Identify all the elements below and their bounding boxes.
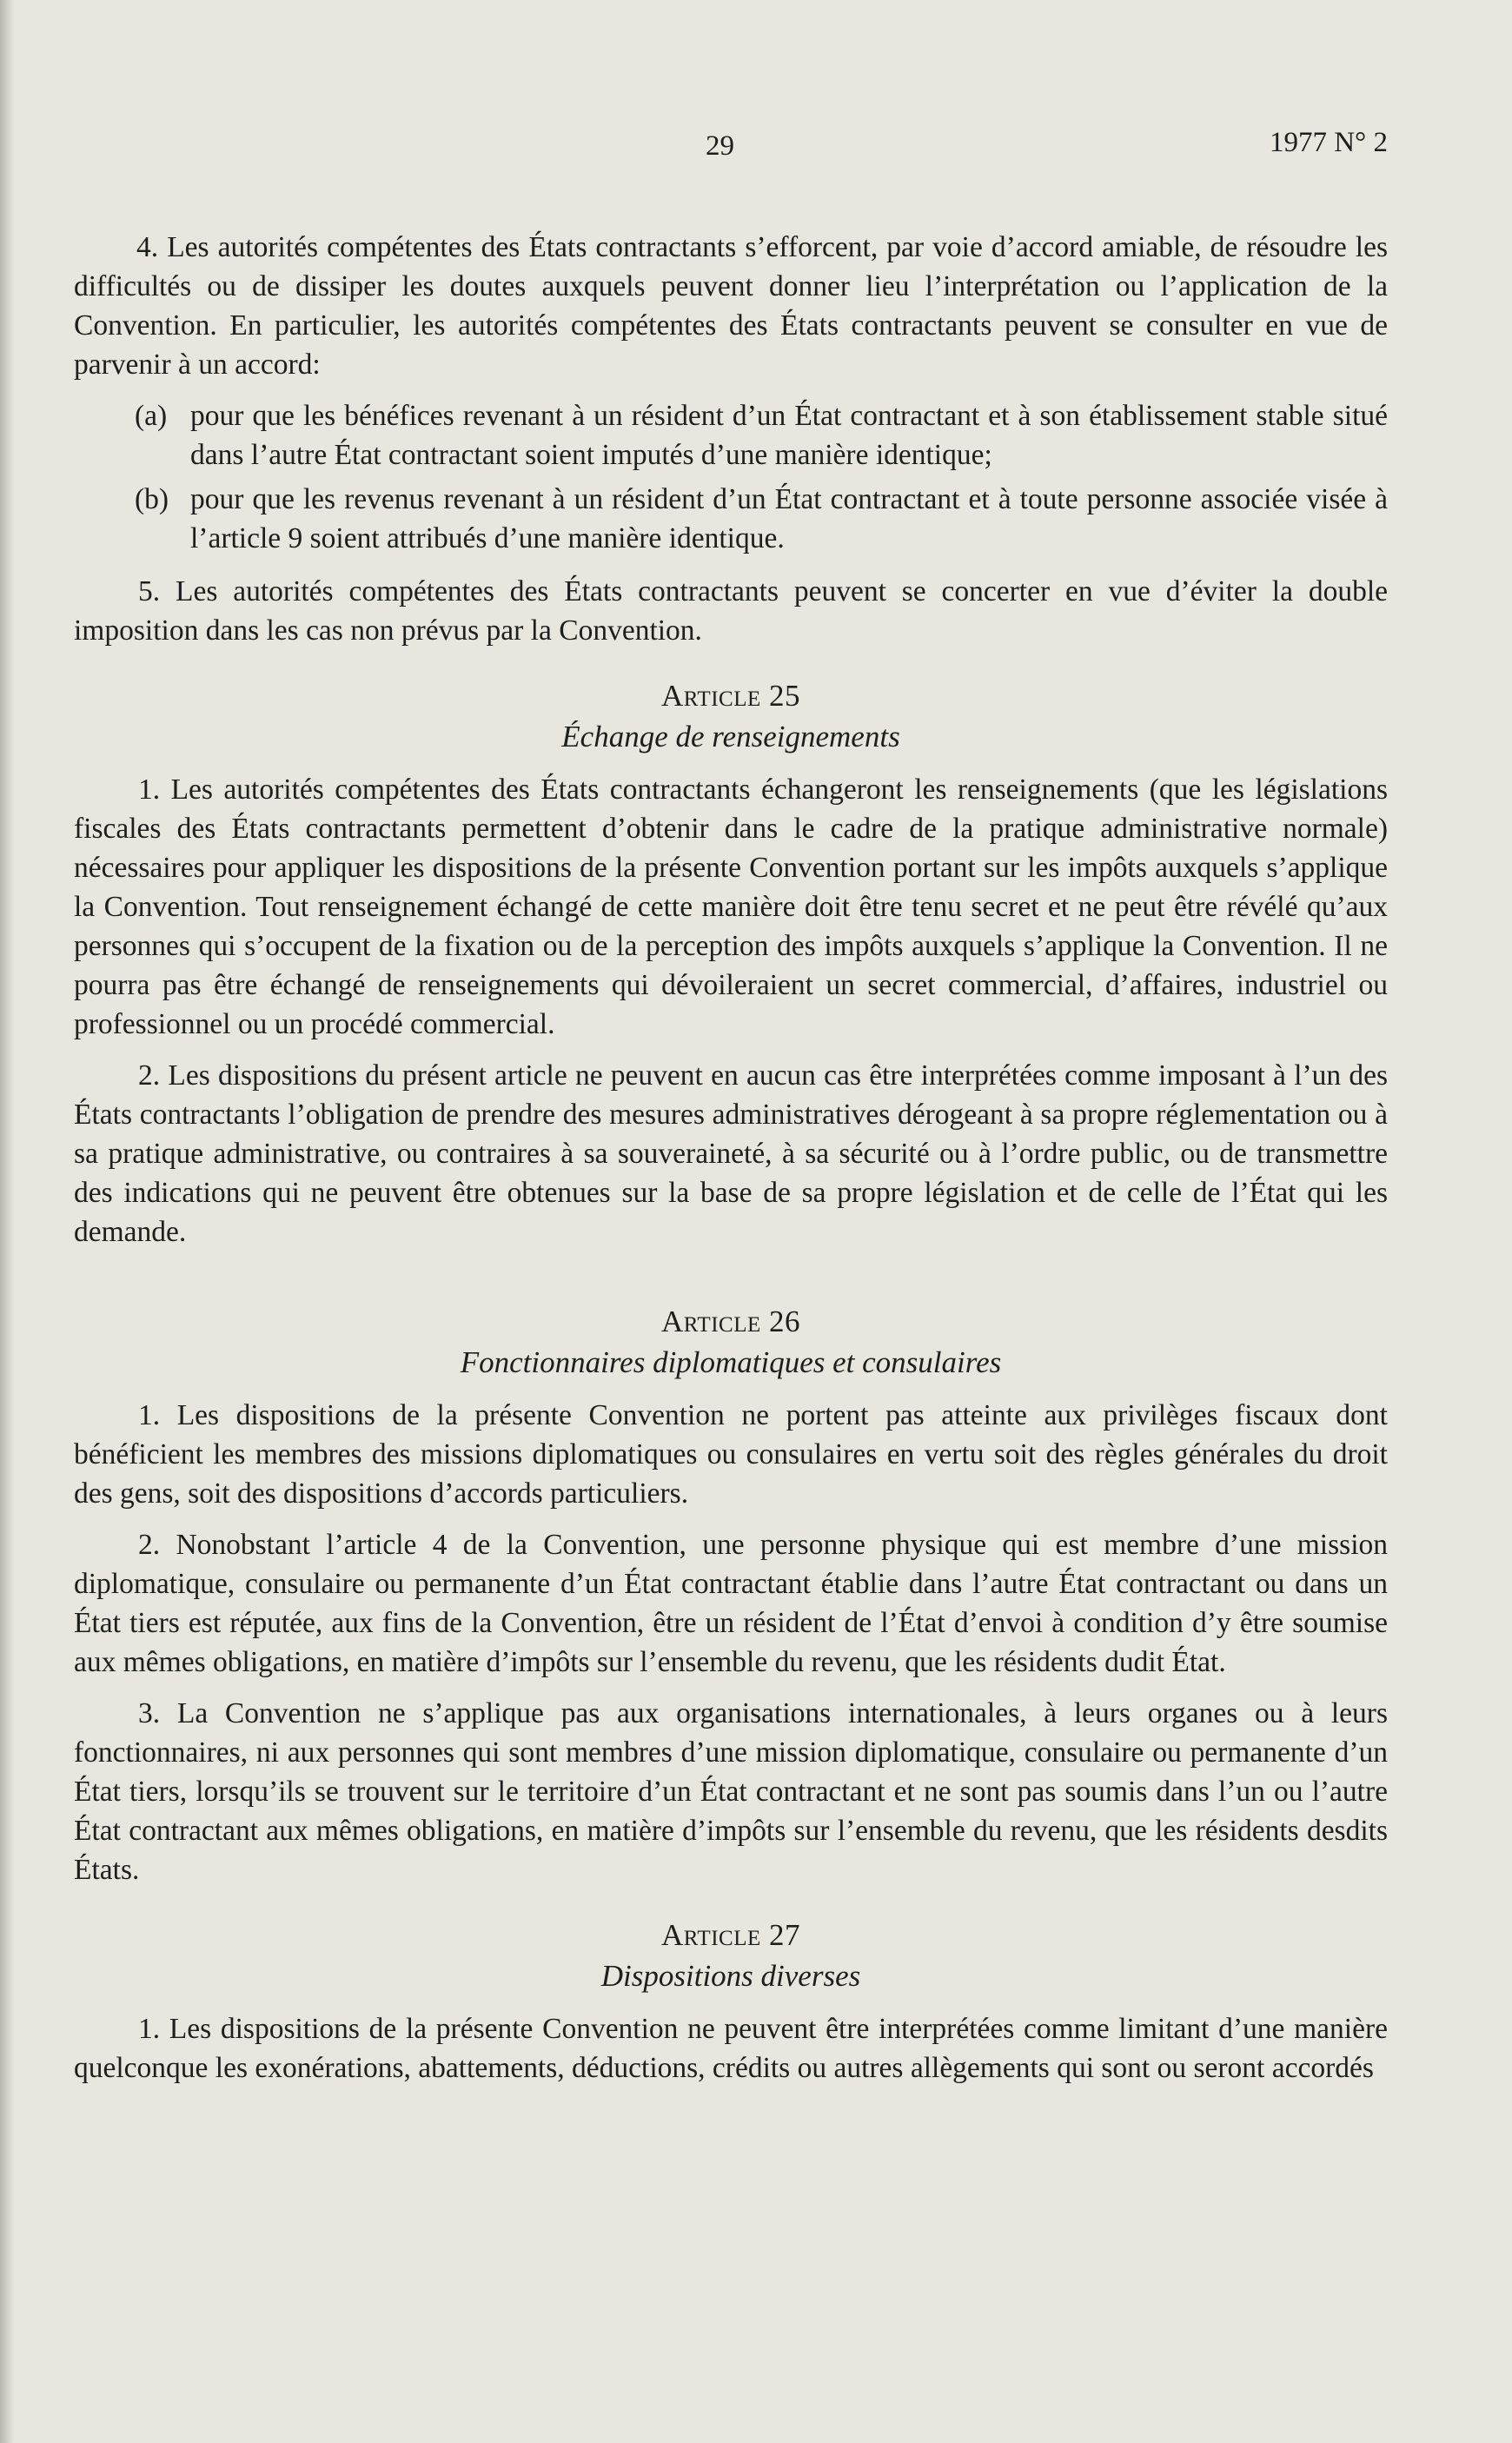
list-item-marker: (a) [135, 400, 168, 432]
article24-paragraph-5: 5. Les autorités compétentes des États contractants peuvent se concerter en vue d’éviter la double imposition dans les cas non prévus par la Convention. [74, 575, 1388, 647]
document-reference: 1977 N° 2 [1269, 127, 1388, 158]
article26-paragraph-3: 3. La Convention ne s’applique pas aux organisations internationales, à leurs organes ou à leurs fonctionnaires, ni aux personnes qui sont membres d’une mission diplomatique, consulaire ou permanente d’un État tiers, lorsqu’ils se trouvent sur le territoire d’un État contractant et ne sont pas soumis dans l’un ou l’autre État contractant aux mêmes obligations, en matière d’impôts sur l’ensemble du revenu, que les résidents desdits États. [74, 1697, 1388, 1886]
page-number: 29 [706, 130, 734, 162]
article25-heading: Article 25 [660, 679, 800, 713]
article25-paragraph-1: 1. Les autorités compétentes des États contractants échangeront les renseignements (que les législations fiscales des États contractants permettent d’obtenir dans le cadre de la pratique administrative normale) nécessaires pour appliquer les dispositions de la présente Convention portant sur les impôts auxquels s’applique la Convention. Tout renseignement échangé de cette manière doit être tenu secret et ne peut être révélé qu’aux personnes qui s’occupent de la fixation ou de la perception des impôts auxquels s’applique la Convention. Il ne pourra pas être échangé de renseignements qui dévoileraient un secret commercial, d’affaires, industriel ou professionnel ou un procédé commercial. [74, 773, 1388, 1040]
list-item-text: pour que les bénéfices revenant à un résident d’un État contractant et à son établissement stable situé dans l’autre État contractant soient imputés d’une manière identique; [190, 400, 1388, 471]
document-body [74, 228, 1388, 2100]
article25-paragraph-2: 2. Les dispositions du présent article ne peuvent en aucun cas être interprétées comme imposant à l’un des États contractants l’obligation de prendre des mesures administratives dérogeant à sa propre réglementation ou à sa pratique administrative, ou contraires à sa souveraineté, à sa sécurité ou à l’ordre public, ou de transmettre des indications qui ne peuvent être obtenues sur la base de sa propre législation et de celle de l’État qui les demande. [74, 1059, 1388, 1248]
article27-title: Dispositions diverses [600, 1959, 861, 1993]
list-item [74, 480, 1388, 558]
page-header [0, 127, 1512, 174]
article24-paragraph-4: 4. Les autorités compétentes des États contractants s’efforcent, par voie d’accord amiable, de résoudre les difficultés ou de dissiper les doutes auxquels peuvent donner lieu l’interprétation ou l’application de la Convention. En particulier, les autorités compétentes des États contractants peuvent se consulter en vue de parvenir à un accord: [74, 231, 1388, 381]
list-item [74, 396, 1388, 475]
article26-heading: Article 26 [660, 1304, 800, 1338]
article27-heading: Article 27 [660, 1918, 800, 1952]
list-item-text: pour que les revenus revenant à un résident d’un État contractant et à toute personne associée visée à l’article 9 soient attribués d’une manière identique. [190, 483, 1388, 554]
article25-title: Échange de renseignements [561, 720, 900, 753]
article24-list [74, 396, 1388, 558]
article26-title: Fonctionnaires diplomatiques et consulaires [460, 1345, 1002, 1379]
article26-paragraph-2: 2. Nonobstant l’article 4 de la Convention, une personne physique qui est membre d’une mission diplomatique, consulaire ou permanente d’un État contractant établie dans l’autre État contractant ou dans un État tiers est réputée, aux fins de la Convention, être un résident de l’État d’envoi à condition d’y être soumise aux mêmes obligations, en matière d’impôts sur l’ensemble du revenu, que les résidents dudit État. [74, 1529, 1388, 1678]
list-item-marker: (b) [135, 483, 169, 515]
article26-paragraph-1: 1. Les dispositions de la présente Convention ne portent pas atteinte aux privilèges fiscaux dont bénéficient les membres des missions diplomatiques ou consulaires en vertu soit des règles générales du droit des gens, soit des dispositions d’accords particuliers. [74, 1399, 1388, 1510]
article27-paragraph-1: 1. Les dispositions de la présente Convention ne peuvent être interprétées comme limitant d’une manière quelconque les exonérations, abattements, déductions, crédits ou autres allègements qui sont ou seront accordés [74, 2013, 1388, 2084]
